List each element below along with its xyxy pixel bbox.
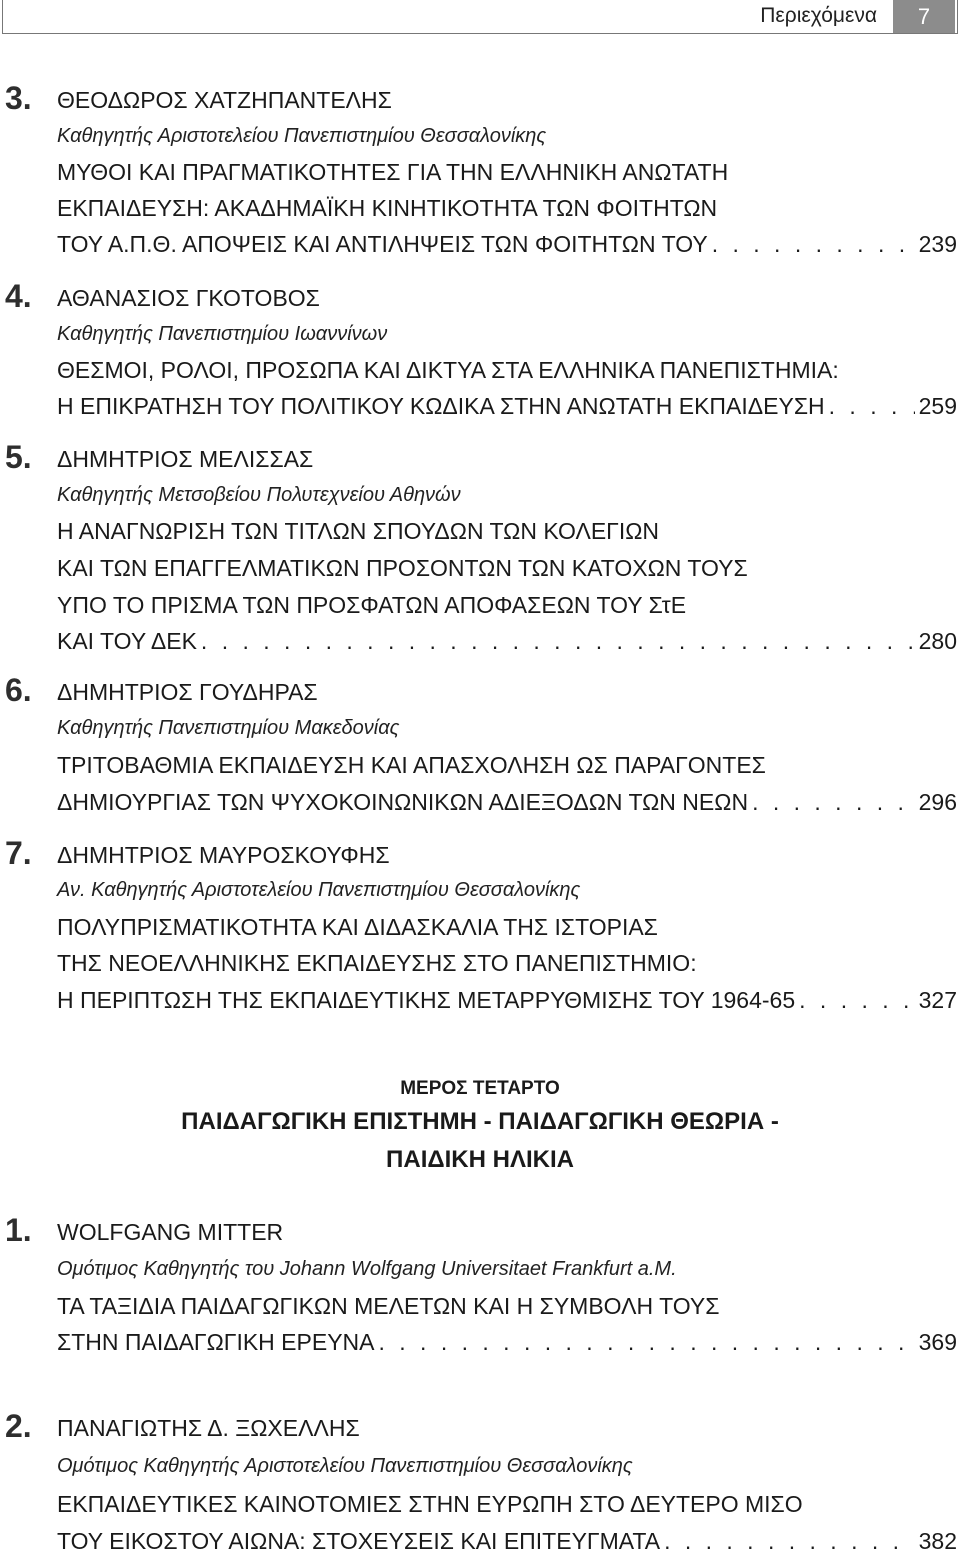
entry-title-last-line <box>57 231 957 258</box>
running-header <box>2 0 958 34</box>
entry-affiliation: Καθηγητής Αριστοτελείου Πανεπιστημίου Θεσσαλονίκης <box>57 125 547 147</box>
part-title: ΠΑΙΔΙΚΗ ΗΛΙΚΙΑ <box>386 1146 574 1173</box>
entry-title-text: ΤΟΥ ΕΙΚΟΣΤΟΥ ΑΙΩΝΑ: ΣΤΟΧΕΥΣΕΙΣ ΚΑΙ ΕΠΙΤΕΥΓΜΑΤΑ <box>57 1528 661 1554</box>
entry-affiliation: Ομότιμος Καθηγητής του Johann Wolfgang Universitaet Frankfurt a.M. <box>57 1258 677 1280</box>
header-label: Περιεχόμενα <box>760 4 877 27</box>
entry-affiliation: Ομότιμος Καθηγητής Αριστοτελείου Πανεπιστημίου Θεσσαλονίκης <box>57 1455 633 1477</box>
entry-number: 1. <box>5 1212 32 1248</box>
entry-author: ΔΗΜΗΤΡΙΟΣ ΜΕΛΙΣΣΑΣ <box>57 446 314 472</box>
dot-leader <box>201 628 915 655</box>
entry-affiliation: Καθηγητής Πανεπιστημίου Μακεδονίας <box>57 717 400 739</box>
entry-affiliation: Καθηγητής Μετσοβείου Πολυτεχνείου Αθηνών <box>57 484 461 506</box>
entry-author: WOLFGANG MITTER <box>57 1219 284 1245</box>
entry-title-text: Η ΕΠΙΚΡΑΤΗΣΗ ΤΟΥ ΠΟΛΙΤΙΚΟΥ ΚΩΔΙΚΑ ΣΤΗΝ ΑΝΩΤΑΤΗ ΕΚΠΑΙΔΕΥΣΗ <box>57 393 825 419</box>
entry-title-line: ΤΑ ΤΑΞΙΔΙΑ ΠΑΙΔΑΓΩΓΙΚΩΝ ΜΕΛΕΤΩΝ ΚΑΙ Η ΣΥΜΒΟΛΗ ΤΟΥΣ <box>57 1293 720 1319</box>
entry-author: ΑΘΑΝΑΣΙΟΣ ΓΚΟΤΟΒΟΣ <box>57 285 320 311</box>
entry-number: 2. <box>5 1408 32 1444</box>
page-number: 7 <box>893 0 955 33</box>
entry-page: 239 <box>918 231 957 257</box>
entry-title-text: Η ΠΕΡΙΠΤΩΣΗ ΤΗΣ ΕΚΠΑΙΔΕΥΤΙΚΗΣ ΜΕΤΑΡΡΥΘΜΙΣΗΣ ΤΟΥ 1964-65 <box>57 987 796 1013</box>
entry-title-line: ΘΕΣΜΟΙ, ΡΟΛΟΙ, ΠΡΟΣΩΠΑ ΚΑΙ ΔΙΚΤΥΑ ΣΤΑ ΕΛΛΗΝΙΚΑ ΠΑΝΕΠΙΣΤΗΜΙΑ: <box>57 357 839 383</box>
entry-title-line: Η ΑΝΑΓΝΩΡΙΣΗ ΤΩΝ ΤΙΤΛΩΝ ΣΠΟΥΔΩΝ ΤΩΝ ΚΟΛΕΓΙΩΝ <box>57 518 660 544</box>
dot-leader <box>829 393 915 420</box>
entry-number: 3. <box>5 80 32 116</box>
entry-affiliation: Καθηγητής Πανεπιστημίου Ιωαννίνων <box>57 323 388 345</box>
entry-title-line: ΥΠΟ ΤΟ ΠΡΙΣΜΑ ΤΩΝ ΠΡΟΣΦΑΤΩΝ ΑΠΟΦΑΣΕΩΝ ΤΟΥ ΣτΕ <box>57 592 687 618</box>
entry-title-text: ΣΤΗΝ ΠΑΙΔΑΓΩΓΙΚΗ ΕΡΕΥΝΑ <box>57 1329 375 1355</box>
entry-title-last-line <box>57 987 957 1014</box>
entry-title-last-line <box>57 1329 957 1356</box>
entry-number: 4. <box>5 278 32 314</box>
entry-title-line: ΕΚΠΑΙΔΕΥΣΗ: ΑΚΑΔΗΜΑΪΚΗ ΚΙΝΗΤΙΚΟΤΗΤΑ ΤΩΝ ΦΟΙΤΗΤΩΝ <box>57 195 718 221</box>
entry-author: ΔΗΜΗΤΡΙΟΣ ΜΑΥΡΟΣΚΟΥΦΗΣ <box>57 842 390 868</box>
entry-title-line: ΠΟΛΥΠΡΙΣΜΑΤΙΚΟΤΗΤΑ ΚΑΙ ΔΙΔΑΣΚΑΛΙΑ ΤΗΣ ΙΣΤΟΡΙΑΣ <box>57 914 658 940</box>
entry-page: 369 <box>918 1329 957 1355</box>
entry-page: 382 <box>918 1528 957 1554</box>
entry-affiliation: Αν. Καθηγητής Αριστοτελείου Πανεπιστημίου Θεσσαλονίκης <box>57 879 581 901</box>
entry-title-line: ΚΑΙ ΤΩΝ ΕΠΑΓΓΕΛΜΑΤΙΚΩΝ ΠΡΟΣΟΝΤΩΝ ΤΩΝ ΚΑΤΟΧΩΝ ΤΟΥΣ <box>57 555 748 581</box>
entry-title-last-line <box>57 393 957 420</box>
dot-leader <box>712 231 915 258</box>
part-label: ΜΕΡΟΣ ΤΕΤΑΡΤΟ <box>400 1078 560 1099</box>
entry-title-line: ΤΗΣ ΝΕΟΕΛΛΗΝΙΚΗΣ ΕΚΠΑΙΔΕΥΣΗΣ ΣΤΟ ΠΑΝΕΠΙΣΤΗΜΙΟ: <box>57 950 697 976</box>
entry-title-text: ΤΟΥ Α.Π.Θ. ΑΠΟΨΕΙΣ ΚΑΙ ΑΝΤΙΛΗΨΕΙΣ ΤΩΝ ΦΟΙΤΗΤΩΝ ΤΟΥ <box>57 231 708 257</box>
dot-leader <box>752 789 915 816</box>
entry-page: 296 <box>918 789 957 815</box>
entry-title-text: ΚΑΙ ΤΟΥ ΔΕΚ <box>57 628 197 654</box>
entry-page: 327 <box>918 987 957 1013</box>
entry-page: 259 <box>918 393 957 419</box>
entry-title-last-line <box>57 628 957 655</box>
entry-title-line: ΕΚΠΑΙΔΕΥΤΙΚΕΣ ΚΑΙΝΟΤΟΜΙΕΣ ΣΤΗΝ ΕΥΡΩΠΗ ΣΤΟ ΔΕΥΤΕΡΟ ΜΙΣΟ <box>57 1491 803 1517</box>
entry-number: 5. <box>5 439 32 475</box>
entry-title-last-line <box>57 789 957 816</box>
entry-page: 280 <box>918 628 957 654</box>
dot-leader <box>799 987 914 1014</box>
entry-title-line: ΜΥΘΟΙ ΚΑΙ ΠΡΑΓΜΑΤΙΚΟΤΗΤΕΣ ΓΙΑ ΤΗΝ ΕΛΛΗΝΙΚΗ ΑΝΩΤΑΤΗ <box>57 159 729 185</box>
entry-author: ΘΕΟΔΩΡΟΣ ΧΑΤΖΗΠΑΝΤΕΛΗΣ <box>57 87 392 113</box>
entry-number: 7. <box>5 835 32 871</box>
entry-author: ΠΑΝΑΓΙΩΤΗΣ Δ. ΞΩΧΕΛΛΗΣ <box>57 1415 360 1441</box>
entry-number: 6. <box>5 672 32 708</box>
part-title: ΠΑΙΔΑΓΩΓΙΚΗ ΕΠΙΣΤΗΜΗ - ΠΑΙΔΑΓΩΓΙΚΗ ΘΕΩΡΙΑ - <box>181 1108 779 1135</box>
entry-author: ΔΗΜΗΤΡΙΟΣ ΓΟΥΔΗΡΑΣ <box>57 679 318 705</box>
entry-title-line: ΤΡΙΤΟΒΑΘΜΙΑ ΕΚΠΑΙΔΕΥΣΗ ΚΑΙ ΑΠΑΣΧΟΛΗΣΗ ΩΣ ΠΑΡΑΓΟΝΤΕΣ <box>57 752 766 778</box>
entry-title-text: ΔΗΜΙΟΥΡΓΙΑΣ ΤΩΝ ΨΥΧΟΚΟΙΝΩΝΙΚΩΝ ΑΔΙΕΞΟΔΩΝ ΤΩΝ ΝΕΩΝ <box>57 789 749 815</box>
dot-leader <box>379 1329 915 1356</box>
